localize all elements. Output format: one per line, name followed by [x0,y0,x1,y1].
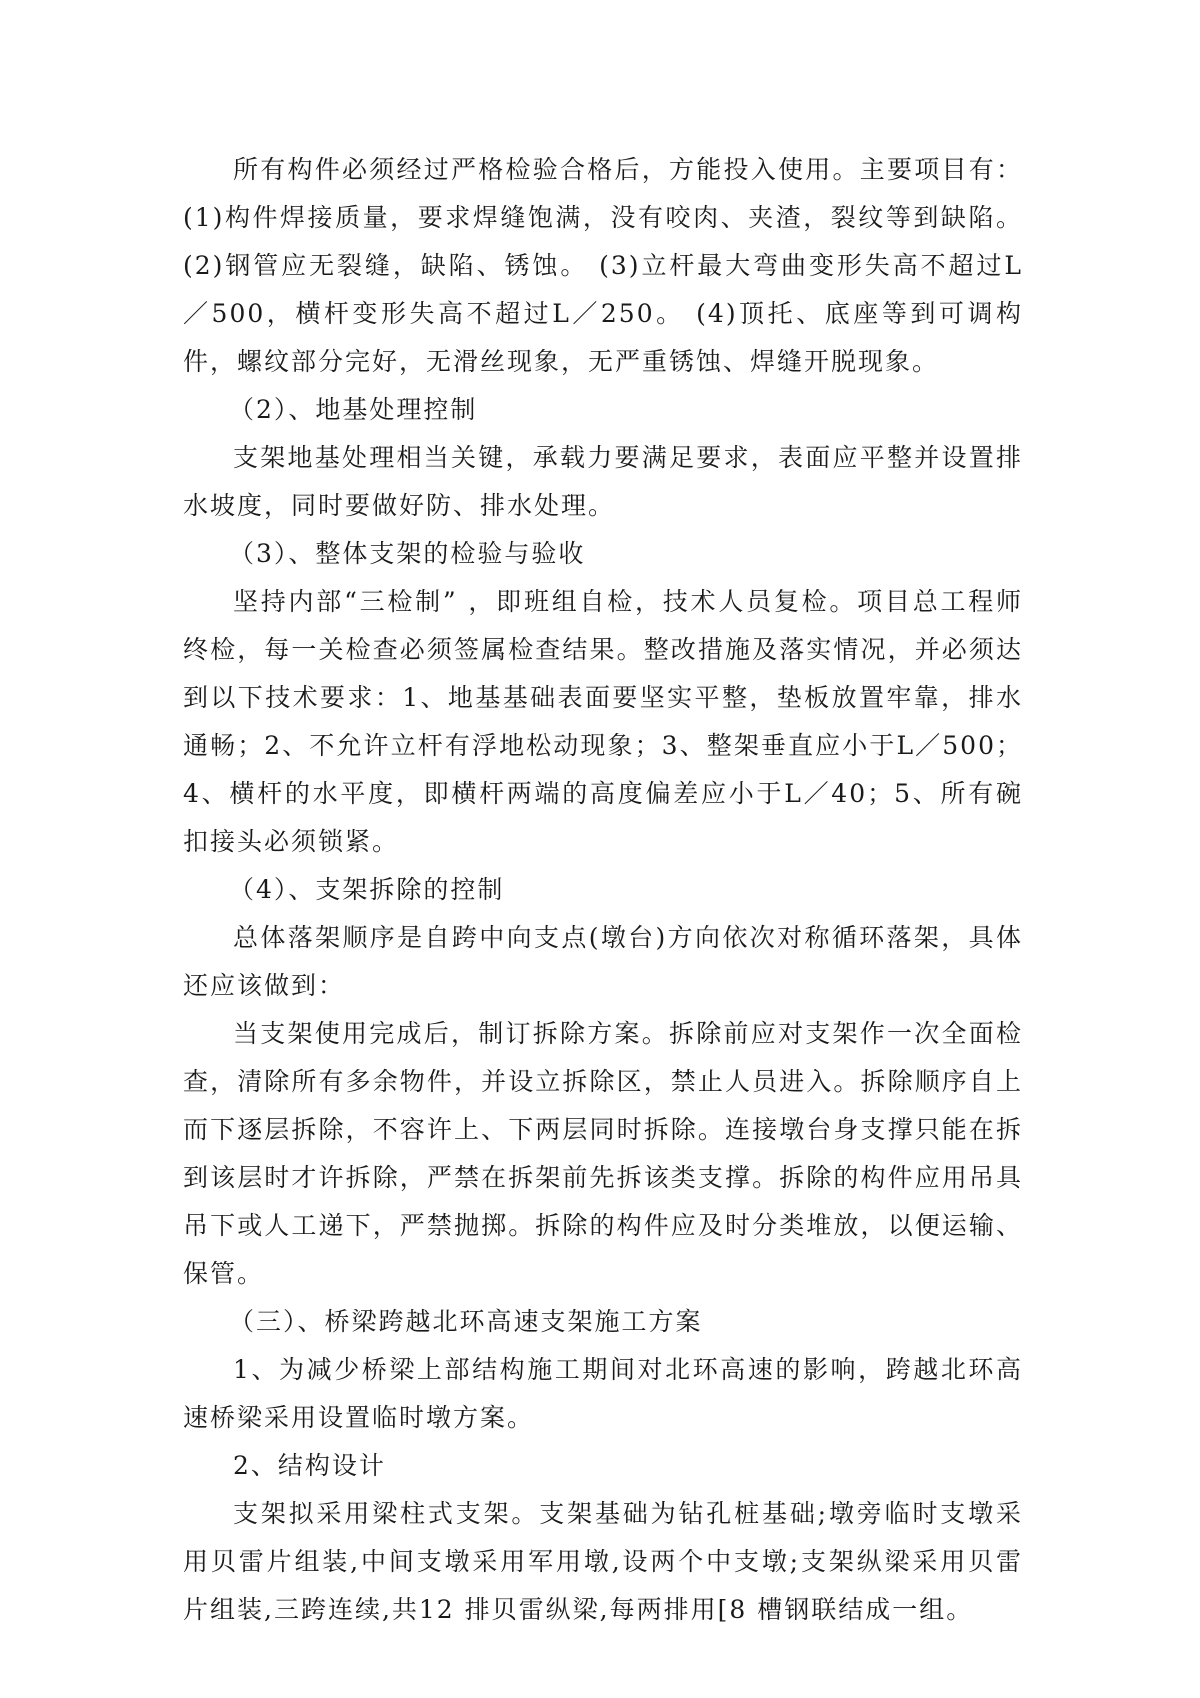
paragraph-foundation-treatment: 支架地基处理相当关键，承载力要满足要求，表面应平整并设置排水坡度，同时要做好防、排水处理。 [183,443,1023,520]
paragraph-dismantling-order: 总体落架顺序是自跨中向支点(墩台)方向依次对称循环落架，具体还应该做到： [183,923,1023,1000]
heading-dismantling-control: （4）、支架拆除的控制 [229,875,505,904]
paragraph-overall-inspection: 坚持内部“三检制” ，即班组自检，技术人员复检。项目总工程师终检，每一关检查必须签属检查结果。整改措施及落实情况，并必须达到以下技术要求：1、地基基础表面要坚实平整，垫板放置牢靠，排水通畅；2、不允许立杆有浮地松动现象；3、整架垂直应小于L／500；4、横杆的水平度，即横杆两端的高度偏差应小于L／40；5、所有碗扣接头必须锁紧。 [183,587,1023,856]
heading-overall-inspection: （3）、整体支架的检验与验收 [229,539,586,568]
paragraph-structure-design: 支架拟采用梁柱式支架。支架基础为钻孔桩基础;墩旁临时支墩采用贝雷片组装,中间支墩采用军用墩,设两个中支墩;支架纵梁采用贝雷片组装,三跨连续,共12 排贝雷纵梁,每两排用[8 槽钢联结成一组。 [183,1499,1023,1624]
document-body [183,146,1023,1634]
paragraph-component-inspection: 所有构件必须经过严格检验合格后，方能投入使用。主要项目有： (1)构件焊接质量，要求焊缝饱满，没有咬肉、夹渣，裂纹等到缺陷。 (2)钢管应无裂缝，缺陷、锈蚀。 (3)立杆最大弯曲变形失高不超过L／500，横杆变形失高不超过L／250。 (4)顶托、底座等到可调构件，螺纹部分完好，无滑丝现象，无严重锈蚀、焊缝开脱现象。 [183,155,1023,376]
paragraph-temporary-pier: 1、为减少桥梁上部结构施工期间对北环高速的影响，跨越北环高速桥梁采用设置临时墩方案。 [183,1355,1023,1432]
heading-bridge-scheme: （三）、桥梁跨越北环高速支架施工方案 [229,1307,703,1336]
paragraph-dismantling-procedure: 当支架使用完成后，制订拆除方案。拆除前应对支架作一次全面检查，清除所有多余物件，并设立拆除区，禁止人员进入。拆除顺序自上而下逐层拆除，不容许上、下两层同时拆除。连接墩台身支撑只能在拆到该层时才许拆除，严禁在拆架前先拆该类支撑。拆除的构件应用吊具吊下或人工递下，严禁抛掷。拆除的构件应及时分类堆放，以便运输、保管。 [183,1019,1023,1288]
heading-foundation-treatment: （2）、地基处理控制 [229,395,478,424]
paragraph-structure-design-title: 2、结构设计 [233,1451,386,1480]
